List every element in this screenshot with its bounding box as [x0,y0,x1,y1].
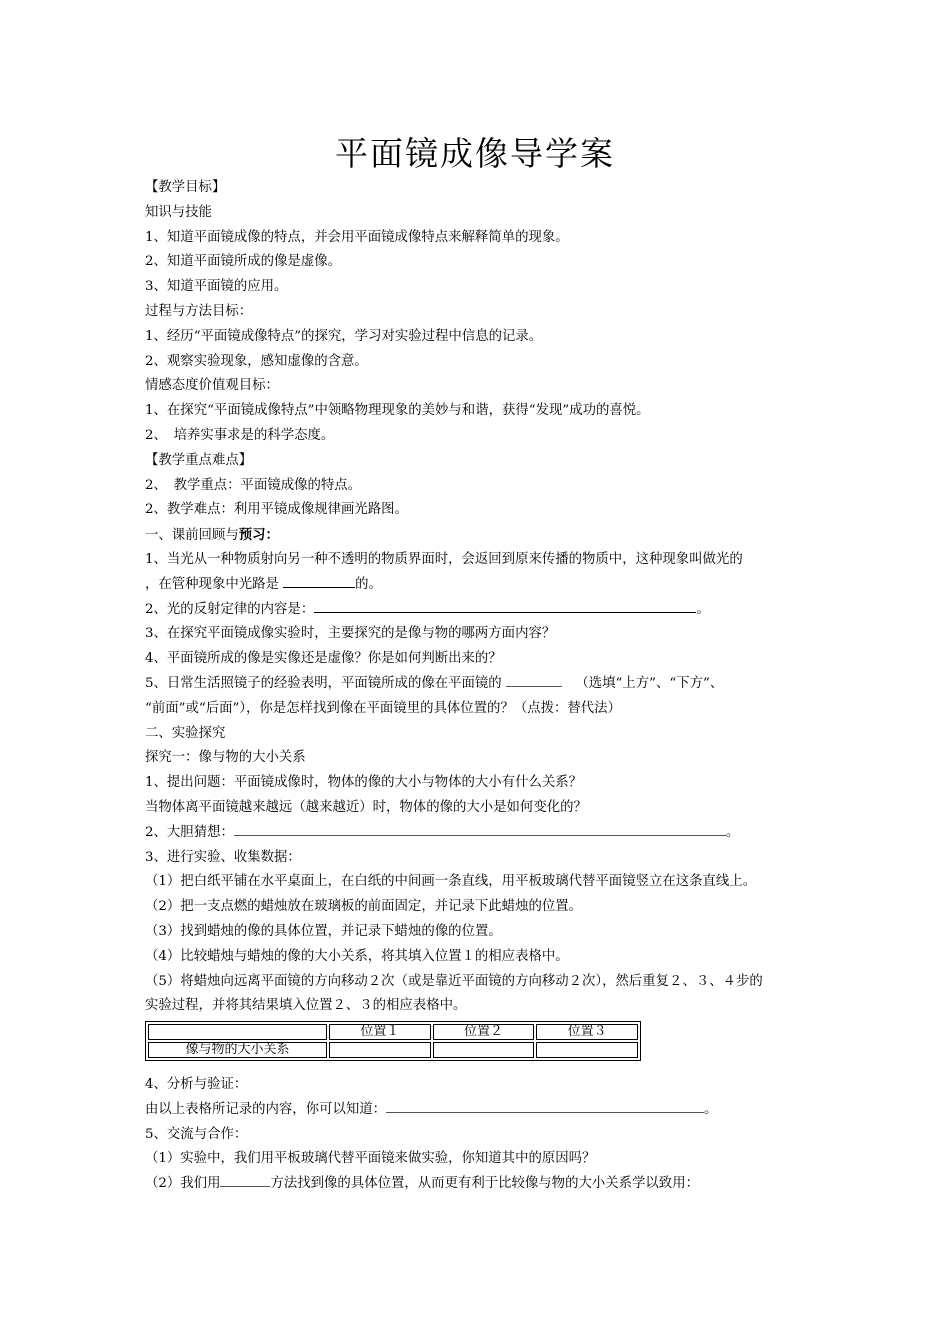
conclusion-line [145,1098,825,1123]
step-4: （4）比较蜡烛与蜡烛的像的大小关系，将其填入位置１的相应表格中。 [145,948,569,964]
text-line: 1、提出问题：平面镜成像时，物体的像的大小与物体的大小有什么关系？ [145,775,583,791]
question-text: （2）我们用 [145,1176,221,1192]
question-5 [145,672,825,697]
text-line: （1）实验中，我们用平板玻璃代替平面镜来做实验，你知道其中的原因吗？ [145,1151,596,1167]
subheading-inquiry-1: 探究一：像与物的大小关系 [145,750,306,766]
text-line: 5、交流与合作： [145,1126,248,1142]
table-cell[interactable] [433,1042,535,1058]
text-line: 2、 培养实事求是的科学态度。 [145,427,335,443]
question-4: 4、平面镜所成的像是实像还是虚像？你是如何判断出来的？ [145,651,502,667]
table-header-row [148,1024,638,1040]
section-heading-objectives: 【教学目标】 [145,180,226,195]
question-text: 方法找到像的具体位置，从而更有利于比较像与物的大小关系学以致用： [270,1176,699,1192]
subheading-attitude-values: 情感态度价值观目标： [145,378,279,394]
text-line: 2、 教学重点：平面镜成像的特点。 [145,477,362,493]
text-line: 2、教学难点：利用平镜成像规律画光路图。 [145,502,408,518]
step-5: （5）将蜡烛向远离平面镜的方向移动２次（或是靠近平面镜的方向移动２次），然后重复２、３、４步的 [145,973,763,989]
fill-blank[interactable] [314,598,696,613]
text-line: 1、在探究“平面镜成像特点”中领略物理现象的美妙与和谐，获得“发现”成功的喜悦。 [145,403,650,419]
text-line: 2、观察实验现象，感知虚像的含意。 [145,353,368,369]
step-3: （3）找到蜡烛的像的具体位置，并记录下蜡烛的像的位置。 [145,923,502,939]
question-text: 由以上表格所记录的内容，你可以知道： [145,1101,387,1117]
section-heading-key-points: 【教学重点难点】 [145,452,253,468]
step-2: （2）把一支点燃的蜡烛放在玻璃板的前面固定，并记录下此蜡烛的位置。 [145,899,583,915]
table-header-cell: 位置１ [329,1024,431,1040]
question-text: 的。 [355,576,382,592]
table-header-cell: 位置３ [536,1024,638,1040]
table-header-cell: 位置２ [433,1024,535,1040]
text-line: 1、知道平面镜成像的特点，并会用平面镜成像特点来解释简单的现象。 [145,229,569,245]
question-text: 5、日常生活照镜子的经验表明，平面镜所成的像在平面镜的 [145,675,506,691]
question-5-continued: “前面”或“后面”），你是怎样找到像在平面镜里的具体位置的？（点拨：替代法） [145,700,621,716]
table-cell[interactable] [329,1042,431,1058]
subheading-process-method: 过程与方法目标： [145,303,253,319]
document-body [145,176,825,1197]
fill-blank[interactable] [386,1098,704,1113]
question-3: 3、在探究平面镜成像实验时，主要探究的是像与物的哪两方面内容？ [145,626,556,642]
method-line [145,1172,825,1197]
question-text: 。 [696,601,710,617]
preview-heading-text: 一、课前回顾与 [145,528,239,544]
question-1: 1、当光从一种物质射向另一种不透明的物质界面时，会返回到原来传播的物质中，这种现象叫做光的 [145,551,743,567]
fill-blank[interactable] [506,672,562,687]
text-line: 当物体离平面镜越来越远（越来越近）时，物体的像的大小是如何变化的？ [145,799,587,815]
table-cell[interactable] [536,1042,638,1058]
text-line: 2、知道平面镜所成的像是虚像。 [145,254,341,270]
question-text: （选填“上方”、“下方”、 [575,675,724,691]
text-line: 3、进行实验、收集数据： [145,849,301,865]
section-heading-experiment: 二、实验探究 [145,725,226,741]
question-text: 2、光的反射定律的内容是： [145,601,315,617]
question-text: 。 [725,824,740,840]
results-table-wrap [145,1021,825,1065]
fill-blank[interactable] [220,1172,270,1187]
question-text: ，在管种现象中光路是 [145,576,284,592]
subheading-knowledge-skills: 知识与技能 [145,204,212,220]
results-table [145,1021,641,1061]
text-line: 1、经历“平面镜成像特点”的探究，学习对实验过程中信息的记录。 [145,328,543,344]
text-line: 3、知道平面镜的应用。 [145,279,288,295]
hypothesis-line [145,821,825,846]
table-row-label: 像与物的大小关系 [148,1042,327,1058]
section-heading-preview [145,523,825,548]
question-text: 。 [704,1101,718,1117]
preview-heading-bold: 预习： [238,527,279,544]
fill-blank[interactable] [283,573,355,588]
question-2 [145,598,825,623]
step-5-continued: 实验过程，并将其结果填入位置２、３的相应表格中。 [145,998,467,1014]
question-1-continued [145,573,825,598]
step-1: （1）把白纸平铺在水平桌面上，在白纸的中间画一条直线，用平板玻璃代替平面镜竖立在这条直线上。 [145,874,757,890]
text-line: 4、分析与验证： [145,1077,248,1093]
page-title: 平面镜成像导学案 [335,134,615,173]
fill-blank[interactable] [234,821,726,836]
question-text: 2、大胆猜想： [145,824,234,840]
table-header-cell [148,1024,327,1040]
table-row [148,1042,638,1058]
